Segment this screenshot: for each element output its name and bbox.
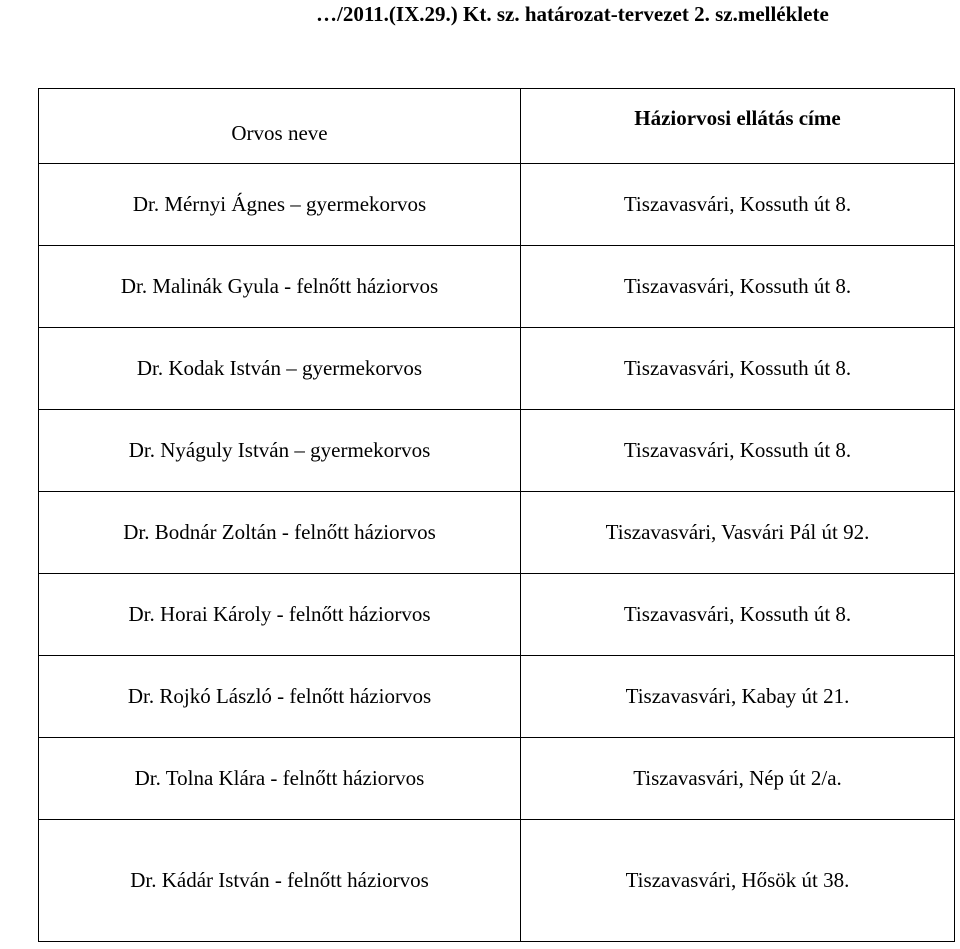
table-row [39, 164, 955, 246]
table-header-row [39, 89, 955, 164]
practice-address: Tiszavasvári, Kossuth út 8. [521, 574, 955, 656]
physician-name: Dr. Horai Károly - felnőtt háziorvos [39, 574, 521, 656]
physician-name: Dr. Malinák Gyula - felnőtt háziorvos [39, 246, 521, 328]
practice-address: Tiszavasvári, Nép út 2/a. [521, 738, 955, 820]
practice-address: Tiszavasvári, Kabay út 21. [521, 656, 955, 738]
practice-address: Tiszavasvári, Vasvári Pál út 92. [521, 492, 955, 574]
header-physician-name: Orvos neve [39, 89, 521, 164]
table-row [39, 656, 955, 738]
table-row [39, 246, 955, 328]
physician-name: Dr. Tolna Klára - felnőtt háziorvos [39, 738, 521, 820]
table-row [39, 820, 955, 942]
table-row [39, 574, 955, 656]
physician-name: Dr. Rojkó László - felnőtt háziorvos [39, 656, 521, 738]
physician-name: Dr. Mérnyi Ágnes – gyermekorvos [39, 164, 521, 246]
practice-address: Tiszavasvári, Hősök út 38. [521, 820, 955, 942]
document-title: …/2011.(IX.29.) Kt. sz. határozat-tervezet 2. sz.melléklete [316, 2, 829, 26]
physician-name: Dr. Kodak István – gyermekorvos [39, 328, 521, 410]
physicians-table [38, 88, 955, 942]
practice-address: Tiszavasvári, Kossuth út 8. [521, 246, 955, 328]
table-row [39, 328, 955, 410]
practice-address: Tiszavasvári, Kossuth út 8. [521, 328, 955, 410]
physician-name: Dr. Nyáguly István – gyermekorvos [39, 410, 521, 492]
table-row [39, 492, 955, 574]
physician-name: Dr. Kádár István - felnőtt háziorvos [39, 820, 521, 942]
practice-address: Tiszavasvári, Kossuth út 8. [521, 164, 955, 246]
table-row [39, 738, 955, 820]
header-practice-address: Háziorvosi ellátás címe [521, 89, 955, 164]
physician-name: Dr. Bodnár Zoltán - felnőtt háziorvos [39, 492, 521, 574]
table-row [39, 410, 955, 492]
practice-address: Tiszavasvári, Kossuth út 8. [521, 410, 955, 492]
